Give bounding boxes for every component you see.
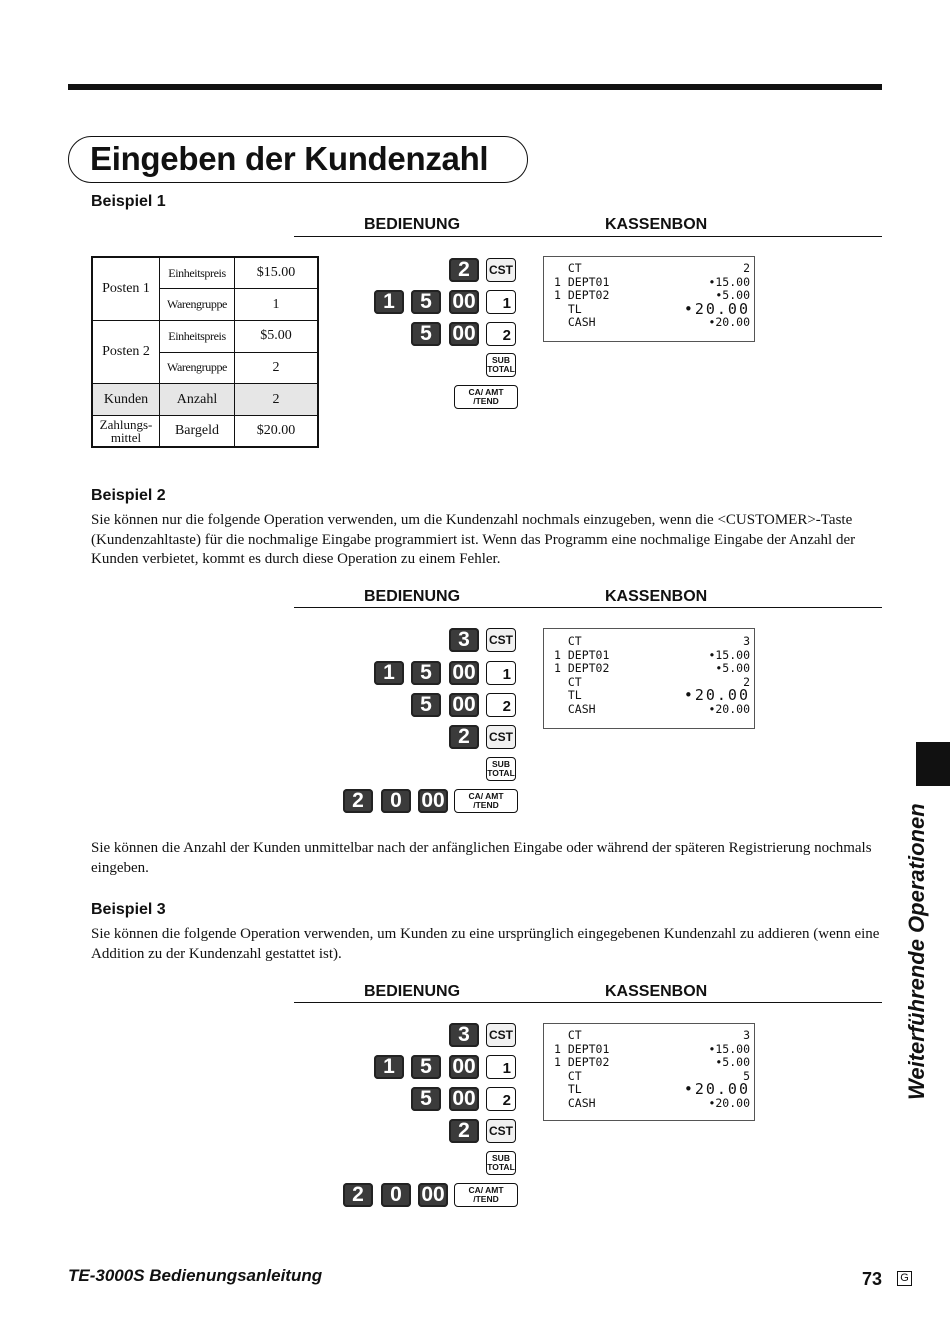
- key-subtotal-line2: TOTAL: [487, 768, 515, 778]
- item1-price: $15.00: [235, 257, 319, 289]
- key-dept1: 1: [486, 1055, 516, 1079]
- payment-label-line1: Zahlungs-: [99, 417, 153, 433]
- receipt-line: [544, 662, 754, 676]
- receipt-label: CT: [554, 1028, 582, 1042]
- receipt-example1: [543, 256, 755, 342]
- item1-dept: 1: [235, 289, 319, 321]
- key-00: 00: [449, 693, 479, 717]
- key-5: 5: [411, 661, 441, 685]
- example1-items-table: [91, 256, 319, 448]
- receipt-value: •20.00: [708, 702, 750, 716]
- payment-label-line2: mittel: [110, 430, 142, 446]
- key-00: 00: [449, 1055, 479, 1079]
- operation-heading-2: BEDIENUNG: [364, 588, 461, 605]
- key-subtotal: [486, 1151, 516, 1175]
- item2-dept: 2: [235, 352, 319, 384]
- receipt-line: [544, 276, 754, 290]
- receipt-value: •15.00: [708, 274, 750, 289]
- key-1: 1: [374, 1055, 404, 1079]
- section-rule-1: [294, 236, 882, 237]
- key-5: 5: [411, 322, 441, 346]
- receipt-value: •5.00: [715, 1055, 750, 1069]
- example2-heading: Beispiel 2: [91, 487, 166, 504]
- language-code-box: G: [897, 1271, 912, 1286]
- key-cst: CST: [486, 258, 516, 282]
- customers-label: Kunden: [92, 384, 160, 416]
- receipt-label: 1 DEPT02: [554, 661, 610, 675]
- receipt-value: 3: [743, 634, 750, 648]
- key-00: 00: [449, 1087, 479, 1111]
- key-5: 5: [411, 1055, 441, 1079]
- key-dept2: 2: [486, 322, 516, 346]
- receipt-value: 5: [743, 1068, 750, 1083]
- receipt-line: [544, 1080, 754, 1098]
- section-tab-marker: [916, 742, 950, 786]
- key-ca-amt-tend: [454, 1183, 518, 1207]
- key-dept1: 1: [486, 661, 516, 685]
- key-0: 0: [381, 1183, 411, 1207]
- receipt-value: •20.00: [683, 686, 750, 704]
- key-ca-amt-tend: [454, 789, 518, 813]
- receipt-value: •15.00: [708, 647, 750, 662]
- payment-label: [92, 415, 160, 447]
- customers-value: 2: [235, 384, 319, 416]
- example2-text: Sie können nur die folgende Operation verwenden, um die Kundenzahl nochmals einzugeben, wenn die <CUSTOMER>-Taste (Kundenzahltaste) für die nochmalige Eingabe programmiert ist. Wenn das Programm eine nochmalige Eingabe der Anzahl der Kunden verbietet, kommt es durch diese Operation zu einem Fehler.: [91, 512, 856, 567]
- section-rule-2: [294, 607, 882, 608]
- receipt-label: 1 DEPT02: [554, 288, 610, 302]
- receipt-value: •20.00: [708, 315, 750, 329]
- key-2: 2: [343, 789, 373, 813]
- key-subtotal-line1: SUB: [492, 1153, 510, 1163]
- key-ca-amt-tend: [454, 385, 518, 409]
- key-00: 00: [449, 322, 479, 346]
- receipt-line: [544, 1029, 754, 1043]
- receipt-label: 1 DEPT01: [554, 274, 610, 289]
- receipt-label: TL: [554, 688, 582, 702]
- receipt-label: TL: [554, 301, 582, 316]
- key-00: 00: [418, 1183, 448, 1207]
- key-dept2: 2: [486, 693, 516, 717]
- key-ca-line1: CA/ AMT: [468, 791, 504, 801]
- receipt-label: CT: [554, 634, 582, 648]
- receipt-value: •20.00: [683, 1080, 750, 1098]
- key-subtotal: [486, 757, 516, 781]
- key-00: 00: [418, 789, 448, 813]
- item1-price-label: Einheitspreis: [160, 257, 235, 289]
- key-2: 2: [449, 258, 479, 282]
- receipt-label: CASH: [554, 315, 596, 329]
- receipt-line: [544, 686, 754, 704]
- page-number: 73: [862, 1269, 883, 1289]
- key-ca-line2: /TEND: [473, 396, 499, 406]
- item2-price-label: Einheitspreis: [160, 320, 235, 352]
- receipt-line: [544, 649, 754, 663]
- item1-label: Posten 1: [92, 257, 160, 320]
- receipt-heading-2: KASSENBON: [605, 588, 708, 605]
- key-ca-line2: /TEND: [473, 800, 499, 810]
- item2-price: $5.00: [235, 320, 319, 352]
- receipt-label: CASH: [554, 1096, 596, 1110]
- footer-manual-title: TE-3000S Bedienungsanleitung: [68, 1266, 323, 1285]
- side-section-label: Weiterführende Operationen: [904, 803, 929, 1100]
- receipt-label: CASH: [554, 702, 596, 716]
- receipt-line: [544, 1043, 754, 1057]
- operation-heading-3: BEDIENUNG: [364, 983, 461, 1000]
- key-5: 5: [411, 1087, 441, 1111]
- key-1: 1: [374, 661, 404, 685]
- key-1: 1: [374, 290, 404, 314]
- receipt-value: •5.00: [715, 661, 750, 675]
- key-subtotal-line2: TOTAL: [487, 1162, 515, 1172]
- example3-text: Sie können die folgende Operation verwenden, um Kunden zu eine ursprünglich eingegebenen Kundenzahl zu addieren (wenn eine Addition zu der Kundenzahl gestattet ist).: [91, 926, 880, 962]
- receipt-line: [544, 316, 754, 330]
- receipt-label: CT: [554, 261, 582, 275]
- customers-sub: Anzahl: [160, 384, 235, 416]
- receipt-line: [544, 1056, 754, 1070]
- example1-heading: Beispiel 1: [91, 193, 166, 210]
- key-subtotal-line1: SUB: [492, 355, 510, 365]
- key-cst: CST: [486, 725, 516, 749]
- key-subtotal: [486, 353, 516, 377]
- key-ca-line1: CA/ AMT: [468, 1185, 504, 1195]
- receipt-label: 1 DEPT02: [554, 1055, 610, 1069]
- receipt-value: •15.00: [708, 1041, 750, 1056]
- operation-heading-1: BEDIENUNG: [364, 216, 461, 233]
- receipt-example3: [543, 1023, 755, 1121]
- key-2: 2: [449, 725, 479, 749]
- key-5: 5: [411, 693, 441, 717]
- key-3: 3: [449, 628, 479, 652]
- key-subtotal-line1: SUB: [492, 759, 510, 769]
- receipt-label: 1 DEPT01: [554, 1041, 610, 1056]
- item2-label: Posten 2: [92, 320, 160, 383]
- receipt-line: [544, 635, 754, 649]
- key-cst: CST: [486, 628, 516, 652]
- receipt-value: 2: [743, 674, 750, 689]
- item2-dept-label: Warengruppe: [160, 352, 235, 384]
- receipt-line: [544, 262, 754, 276]
- receipt-label: CT: [554, 1068, 582, 1083]
- page-title: Eingeben der Kundenzahl: [90, 140, 489, 177]
- key-ca-line2: /TEND: [473, 1194, 499, 1204]
- receipt-heading-3: KASSENBON: [605, 983, 708, 1000]
- payment-value: $20.00: [235, 415, 319, 447]
- key-2: 2: [449, 1119, 479, 1143]
- key-ca-line1: CA/ AMT: [468, 387, 504, 397]
- example3-heading: Beispiel 3: [91, 901, 166, 918]
- top-rule: [68, 84, 882, 90]
- key-0: 0: [381, 789, 411, 813]
- example2-after-text: Sie können die Anzahl der Kunden unmittelbar nach der anfänglichen Eingabe oder während der späteren Registrierung nochmals eingeben.: [91, 840, 872, 876]
- receipt-line: [544, 703, 754, 717]
- receipt-value: 3: [743, 1028, 750, 1042]
- key-subtotal-line2: TOTAL: [487, 364, 515, 374]
- key-00: 00: [449, 290, 479, 314]
- receipt-line: [544, 299, 754, 318]
- item1-dept-label: Warengruppe: [160, 289, 235, 321]
- key-cst: CST: [486, 1119, 516, 1143]
- receipt-line: [544, 1097, 754, 1111]
- receipt-value: 2: [743, 261, 750, 275]
- key-dept2: 2: [486, 1087, 516, 1111]
- section-rule-3: [294, 1002, 882, 1003]
- receipt-value: •20.00: [683, 299, 750, 318]
- receipt-label: CT: [554, 674, 582, 689]
- key-cst: CST: [486, 1023, 516, 1047]
- key-3: 3: [449, 1023, 479, 1047]
- key-dept1: 1: [486, 290, 516, 314]
- key-2: 2: [343, 1183, 373, 1207]
- key-00: 00: [449, 661, 479, 685]
- receipt-example2: [543, 628, 755, 729]
- receipt-value: •5.00: [715, 288, 750, 302]
- receipt-value: •20.00: [708, 1096, 750, 1110]
- receipt-label: TL: [554, 1082, 582, 1096]
- receipt-label: 1 DEPT01: [554, 647, 610, 662]
- key-5: 5: [411, 290, 441, 314]
- receipt-heading-1: KASSENBON: [605, 216, 708, 233]
- payment-sub: Bargeld: [160, 415, 235, 447]
